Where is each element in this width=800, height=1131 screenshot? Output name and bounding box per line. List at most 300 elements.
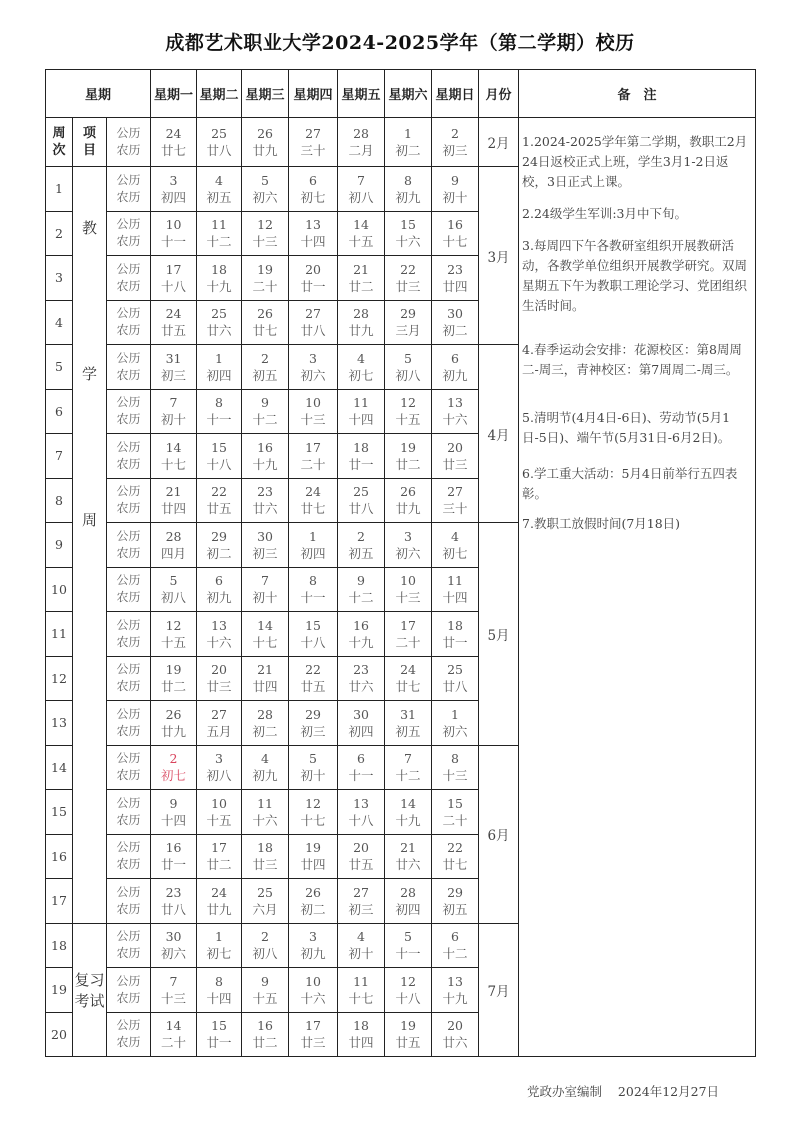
day-cell bbox=[385, 879, 432, 924]
day-cell bbox=[289, 256, 338, 301]
day-cell bbox=[385, 345, 432, 390]
solar-date: 28 bbox=[165, 528, 182, 544]
note-item: 5.清明节(4月4日-6日)、劳动节(5月1日-5日)、端午节(5月31日-6月2日)。 bbox=[522, 410, 731, 445]
day-cell bbox=[289, 300, 338, 345]
lunar-date: 廿八 bbox=[442, 679, 468, 695]
lunar-date: 廿七 bbox=[252, 323, 278, 339]
solar-date: 20 bbox=[447, 439, 463, 455]
lunar-date: 初十 bbox=[252, 590, 278, 606]
day-cell bbox=[197, 1012, 242, 1057]
week-number: 5 bbox=[46, 345, 73, 390]
solar-date: 5 bbox=[404, 350, 412, 366]
day-cell bbox=[289, 923, 338, 968]
solar-date: 9 bbox=[451, 172, 459, 188]
lunar-date: 十九 bbox=[348, 634, 374, 650]
lunar-date: 十三 bbox=[252, 234, 278, 250]
solar-date: 20 bbox=[447, 1018, 463, 1034]
solar-date: 23 bbox=[353, 662, 369, 678]
lunar-date: 廿二 bbox=[348, 278, 374, 294]
solar-date: 8 bbox=[309, 573, 317, 589]
lunar-date: 初八 bbox=[348, 189, 374, 205]
solar-date: 1 bbox=[309, 528, 317, 544]
week-number: 17 bbox=[46, 879, 73, 924]
day-cell bbox=[338, 701, 385, 746]
solar-label: 公历 bbox=[116, 662, 141, 677]
day-cell bbox=[432, 167, 479, 212]
lunar-date: 廿三 bbox=[395, 278, 421, 294]
week-number: 6 bbox=[46, 389, 73, 434]
day-cell bbox=[338, 389, 385, 434]
day-cell bbox=[338, 968, 385, 1013]
day-cell bbox=[242, 1012, 289, 1057]
day-cell bbox=[385, 701, 432, 746]
lunar-date: 十一 bbox=[348, 768, 374, 784]
day-cell bbox=[242, 256, 289, 301]
lunar-date: 廿六 bbox=[206, 323, 232, 339]
lunar-date: 初七 bbox=[161, 768, 187, 784]
table-row bbox=[46, 118, 756, 167]
solar-date: 28 bbox=[353, 306, 369, 322]
lunar-date: 初六 bbox=[161, 946, 187, 962]
day-cell bbox=[432, 300, 479, 345]
solar-date: 13 bbox=[447, 395, 463, 411]
day-cell bbox=[151, 790, 197, 835]
lunar-label: 农历 bbox=[116, 812, 141, 827]
day-cell bbox=[197, 478, 242, 523]
solar-date: 8 bbox=[215, 395, 223, 411]
day-cell bbox=[432, 478, 479, 523]
day-cell bbox=[385, 834, 432, 879]
calendar-type-label bbox=[107, 790, 151, 835]
month-cell: 3月 bbox=[479, 167, 519, 345]
day-cell bbox=[242, 167, 289, 212]
day-cell bbox=[242, 656, 289, 701]
lunar-date: 十三 bbox=[161, 990, 187, 1006]
solar-date: 19 bbox=[257, 261, 273, 277]
lunar-date: 初四 bbox=[206, 367, 232, 383]
week-number: 19 bbox=[46, 968, 73, 1013]
week-number: 16 bbox=[46, 834, 73, 879]
solar-date: 31 bbox=[165, 350, 182, 366]
lunar-date: 初三 bbox=[300, 723, 326, 739]
day-cell bbox=[151, 745, 197, 790]
lunar-date: 廿八 bbox=[206, 143, 232, 158]
day-cell bbox=[289, 879, 338, 924]
lunar-label: 农历 bbox=[116, 990, 141, 1005]
lunar-date: 初九 bbox=[206, 590, 232, 606]
day-cell bbox=[242, 389, 289, 434]
day-cell bbox=[385, 389, 432, 434]
lunar-label: 农历 bbox=[116, 1035, 141, 1050]
solar-date: 28 bbox=[353, 126, 369, 141]
day-cell bbox=[432, 701, 479, 746]
day-cell bbox=[289, 389, 338, 434]
day-cell bbox=[338, 211, 385, 256]
solar-date: 14 bbox=[353, 217, 369, 233]
solar-date: 13 bbox=[211, 617, 227, 633]
solar-date: 3 bbox=[309, 350, 317, 366]
solar-label: 公历 bbox=[116, 1018, 141, 1033]
solar-date: 2 bbox=[261, 929, 269, 945]
solar-date: 12 bbox=[305, 795, 321, 811]
day-cell bbox=[151, 256, 197, 301]
lunar-date: 十一 bbox=[206, 412, 232, 428]
solar-date: 19 bbox=[165, 662, 182, 678]
item-char: 学 bbox=[81, 365, 97, 383]
solar-date: 14 bbox=[400, 795, 416, 811]
day-cell bbox=[289, 523, 338, 568]
solar-date: 2 bbox=[357, 528, 365, 544]
lunar-date: 三十 bbox=[300, 143, 326, 158]
solar-date: 13 bbox=[353, 795, 369, 811]
lunar-date: 十三 bbox=[300, 412, 326, 428]
solar-date: 15 bbox=[400, 217, 416, 233]
solar-date: 30 bbox=[257, 528, 273, 544]
solar-date: 5 bbox=[169, 573, 178, 589]
solar-date: 17 bbox=[305, 1018, 321, 1034]
item-cell bbox=[73, 923, 107, 1057]
solar-date: 26 bbox=[400, 484, 416, 500]
solar-date: 15 bbox=[211, 1018, 227, 1034]
day-cell bbox=[432, 118, 479, 167]
lunar-date: 十九 bbox=[206, 278, 232, 294]
lunar-date: 二十 bbox=[442, 812, 468, 828]
day-cell bbox=[151, 523, 197, 568]
day-cell bbox=[289, 1012, 338, 1057]
day-cell bbox=[385, 656, 432, 701]
day-cell bbox=[151, 612, 197, 657]
solar-date: 16 bbox=[257, 1018, 273, 1034]
solar-date: 18 bbox=[211, 261, 227, 277]
day-cell bbox=[338, 256, 385, 301]
solar-date: 1 bbox=[215, 929, 223, 945]
solar-date: 4 bbox=[357, 350, 365, 366]
calendar-type-label bbox=[107, 701, 151, 746]
solar-date: 3 bbox=[169, 172, 178, 188]
day-cell bbox=[197, 523, 242, 568]
solar-date: 15 bbox=[447, 795, 463, 811]
solar-date: 17 bbox=[211, 840, 227, 856]
lunar-date: 初八 bbox=[206, 768, 232, 784]
lunar-label: 农历 bbox=[116, 456, 141, 471]
lunar-date: 十四 bbox=[161, 812, 187, 828]
lunar-date: 初三 bbox=[161, 367, 187, 383]
lunar-date: 廿九 bbox=[252, 143, 278, 158]
day-cell bbox=[338, 567, 385, 612]
solar-date: 4 bbox=[357, 929, 365, 945]
day-cell bbox=[151, 345, 197, 390]
day-cell bbox=[197, 879, 242, 924]
solar-date: 3 bbox=[404, 528, 412, 544]
lunar-date: 廿五 bbox=[206, 501, 232, 517]
solar-date: 23 bbox=[257, 484, 273, 500]
note-item: 1.2024-2025学年第二学期，教职工2月24日返校正式上班，学生3月1-2日返校，3日正式上课。 bbox=[522, 134, 748, 189]
day-cell bbox=[197, 567, 242, 612]
day-cell bbox=[197, 167, 242, 212]
solar-date: 30 bbox=[353, 706, 369, 722]
lunar-date: 初四 bbox=[300, 545, 326, 561]
lunar-date: 十一 bbox=[300, 590, 326, 606]
solar-date: 19 bbox=[305, 840, 321, 856]
lunar-date: 十六 bbox=[442, 412, 468, 428]
lunar-date: 廿二 bbox=[252, 1035, 278, 1051]
day-cell bbox=[197, 745, 242, 790]
lunar-date: 初五 bbox=[442, 901, 468, 917]
day-cell bbox=[197, 300, 242, 345]
day-cell bbox=[197, 211, 242, 256]
lunar-label: 农历 bbox=[116, 412, 141, 427]
lunar-label: 农历 bbox=[116, 278, 141, 293]
solar-date: 11 bbox=[353, 395, 369, 411]
lunar-date: 廿一 bbox=[442, 634, 468, 650]
item-char: 周 bbox=[81, 511, 97, 529]
solar-label: 公历 bbox=[116, 840, 141, 855]
day-cell bbox=[242, 968, 289, 1013]
day-cell bbox=[242, 478, 289, 523]
solar-date: 14 bbox=[257, 617, 273, 633]
lunar-label: 农历 bbox=[116, 545, 141, 560]
solar-date: 16 bbox=[165, 840, 182, 856]
lunar-date: 初七 bbox=[206, 946, 232, 962]
day-cell bbox=[432, 523, 479, 568]
day-cell bbox=[432, 256, 479, 301]
page-title: 成都艺术职业大学2024-2025学年（第二学期）校历 bbox=[165, 32, 635, 54]
notes-cell bbox=[519, 118, 756, 1057]
solar-date: 12 bbox=[400, 973, 416, 989]
lunar-date: 二十 bbox=[252, 278, 278, 294]
solar-label: 公历 bbox=[116, 306, 141, 321]
solar-date: 15 bbox=[305, 617, 321, 633]
day-cell bbox=[385, 167, 432, 212]
solar-date: 27 bbox=[305, 126, 321, 141]
item-char: 复习 bbox=[74, 970, 105, 989]
solar-label: 公历 bbox=[116, 706, 141, 721]
solar-date: 27 bbox=[353, 884, 369, 900]
calendar-type-label bbox=[107, 879, 151, 924]
solar-date: 12 bbox=[165, 617, 182, 633]
lunar-date: 廿三 bbox=[252, 857, 278, 873]
day-cell bbox=[151, 567, 197, 612]
lunar-date: 五月 bbox=[206, 723, 232, 739]
lunar-date: 十七 bbox=[348, 990, 374, 1006]
day-cell bbox=[432, 389, 479, 434]
lunar-date: 廿九 bbox=[348, 323, 374, 339]
lunar-label: 农历 bbox=[116, 189, 141, 204]
day-cell bbox=[432, 345, 479, 390]
month-cell: 6月 bbox=[479, 745, 519, 923]
solar-date: 28 bbox=[400, 884, 416, 900]
lunar-date: 初五 bbox=[252, 367, 278, 383]
lunar-date: 廿一 bbox=[161, 857, 187, 873]
day-cell bbox=[338, 523, 385, 568]
note-item: 2.24级学生军训:3月中下旬。 bbox=[522, 206, 688, 221]
solar-date: 10 bbox=[305, 973, 321, 989]
day-cell bbox=[289, 790, 338, 835]
solar-date: 7 bbox=[404, 751, 412, 767]
week-number: 12 bbox=[46, 656, 73, 701]
solar-label: 公历 bbox=[116, 217, 141, 232]
day-cell bbox=[151, 656, 197, 701]
lunar-date: 十五 bbox=[161, 634, 187, 650]
month-cell: 4月 bbox=[479, 345, 519, 523]
lunar-date: 初八 bbox=[161, 590, 187, 606]
solar-label: 公历 bbox=[116, 795, 141, 810]
lunar-date: 十二 bbox=[442, 946, 468, 962]
solar-date: 8 bbox=[404, 172, 412, 188]
week-number: 14 bbox=[46, 745, 73, 790]
day-cell bbox=[338, 478, 385, 523]
lunar-date: 初十 bbox=[300, 768, 326, 784]
day-header: 星期三 bbox=[242, 70, 289, 118]
day-cell bbox=[151, 834, 197, 879]
solar-date: 26 bbox=[165, 706, 182, 722]
lunar-date: 廿八 bbox=[348, 501, 374, 517]
day-header: 星期日 bbox=[432, 70, 479, 118]
solar-date: 29 bbox=[211, 528, 227, 544]
solar-date: 7 bbox=[261, 573, 269, 589]
week-number: 2 bbox=[46, 211, 73, 256]
solar-label: 公历 bbox=[116, 929, 141, 944]
solar-label: 公历 bbox=[116, 439, 141, 454]
lunar-date: 十八 bbox=[206, 456, 232, 472]
solar-date: 24 bbox=[211, 884, 227, 900]
lunar-date: 十二 bbox=[206, 234, 232, 250]
lunar-date: 十八 bbox=[161, 278, 187, 294]
lunar-date: 初八 bbox=[395, 367, 421, 383]
lunar-date: 二十 bbox=[300, 456, 326, 472]
lunar-date: 廿五 bbox=[161, 323, 187, 339]
day-cell bbox=[385, 523, 432, 568]
lunar-date: 初六 bbox=[395, 545, 421, 561]
solar-label: 公历 bbox=[116, 484, 141, 499]
lunar-label: 农历 bbox=[116, 367, 141, 382]
solar-label: 公历 bbox=[116, 395, 141, 410]
lunar-date: 初五 bbox=[206, 189, 232, 205]
day-cell bbox=[385, 790, 432, 835]
solar-date: 29 bbox=[400, 306, 416, 322]
day-cell bbox=[385, 434, 432, 479]
lunar-date: 廿五 bbox=[395, 1035, 421, 1051]
day-cell bbox=[242, 434, 289, 479]
day-cell bbox=[338, 923, 385, 968]
day-cell bbox=[197, 656, 242, 701]
day-cell bbox=[385, 256, 432, 301]
lunar-date: 廿七 bbox=[442, 857, 468, 873]
lunar-label: 农历 bbox=[116, 857, 141, 872]
solar-date: 1 bbox=[451, 706, 459, 722]
solar-date: 2 bbox=[451, 126, 459, 141]
day-cell bbox=[289, 701, 338, 746]
solar-date: 13 bbox=[305, 217, 321, 233]
solar-date: 4 bbox=[261, 751, 269, 767]
lunar-date: 十九 bbox=[252, 456, 278, 472]
day-cell bbox=[197, 434, 242, 479]
lunar-date: 廿九 bbox=[206, 901, 232, 917]
day-cell bbox=[432, 745, 479, 790]
solar-date: 2 bbox=[261, 350, 269, 366]
day-cell bbox=[242, 118, 289, 167]
day-cell bbox=[432, 968, 479, 1013]
day-cell bbox=[432, 567, 479, 612]
solar-date: 18 bbox=[257, 840, 273, 856]
day-cell bbox=[242, 834, 289, 879]
lunar-date: 十七 bbox=[161, 456, 187, 472]
lunar-date: 廿三 bbox=[206, 679, 232, 695]
lunar-date: 十六 bbox=[206, 634, 232, 650]
day-cell bbox=[385, 300, 432, 345]
solar-date: 3 bbox=[309, 929, 317, 945]
solar-date: 2 bbox=[169, 751, 178, 767]
solar-date: 6 bbox=[357, 751, 365, 767]
month-header: 月份 bbox=[479, 70, 519, 118]
solar-date: 24 bbox=[165, 126, 182, 141]
solar-label: 公历 bbox=[116, 573, 141, 588]
item-label: 项目 bbox=[82, 126, 96, 158]
day-cell bbox=[289, 211, 338, 256]
lunar-date: 廿五 bbox=[348, 857, 374, 873]
month-cell: 2月 bbox=[479, 118, 519, 167]
solar-date: 29 bbox=[305, 706, 321, 722]
lunar-date: 二十 bbox=[161, 1035, 187, 1051]
lunar-date: 初二 bbox=[300, 901, 326, 917]
solar-date: 11 bbox=[211, 217, 227, 233]
lunar-label: 农历 bbox=[116, 679, 141, 694]
day-header: 星期六 bbox=[385, 70, 432, 118]
lunar-label: 农历 bbox=[116, 234, 141, 249]
lunar-date: 廿九 bbox=[395, 501, 421, 517]
lunar-date: 初四 bbox=[395, 901, 421, 917]
lunar-date: 十三 bbox=[395, 590, 421, 606]
day-cell bbox=[197, 701, 242, 746]
solar-date: 11 bbox=[257, 795, 273, 811]
day-cell bbox=[151, 167, 197, 212]
note-item: 6.学工重大活动：5月4日前举行五四表彰。 bbox=[522, 466, 738, 501]
solar-date: 24 bbox=[165, 306, 182, 322]
lunar-date: 十六 bbox=[395, 234, 421, 250]
day-cell bbox=[151, 701, 197, 746]
week-number: 3 bbox=[46, 256, 73, 301]
solar-date: 25 bbox=[211, 126, 227, 141]
solar-date: 25 bbox=[257, 884, 273, 900]
solar-date: 21 bbox=[257, 662, 273, 678]
week-label: 周次 bbox=[52, 126, 66, 158]
lunar-date: 廿七 bbox=[161, 143, 187, 158]
day-cell bbox=[151, 1012, 197, 1057]
item-header bbox=[73, 118, 107, 167]
lunar-date: 十五 bbox=[206, 812, 232, 828]
solar-label: 公历 bbox=[116, 126, 141, 140]
solar-date: 5 bbox=[261, 172, 269, 188]
solar-date: 18 bbox=[353, 1018, 369, 1034]
calendar-type-label bbox=[107, 434, 151, 479]
solar-date: 21 bbox=[353, 261, 369, 277]
week-number: 20 bbox=[46, 1012, 73, 1057]
day-cell bbox=[338, 612, 385, 657]
lunar-date: 十九 bbox=[442, 990, 468, 1006]
solar-date: 26 bbox=[305, 884, 321, 900]
calendar-type-label bbox=[107, 389, 151, 434]
lunar-date: 十八 bbox=[395, 990, 421, 1006]
day-cell bbox=[432, 879, 479, 924]
solar-date: 21 bbox=[165, 484, 182, 500]
day-cell bbox=[242, 790, 289, 835]
lunar-date: 廿八 bbox=[300, 323, 326, 339]
day-cell bbox=[197, 118, 242, 167]
lunar-date: 廿四 bbox=[300, 857, 326, 873]
lunar-date: 二月 bbox=[348, 143, 374, 158]
solar-date: 19 bbox=[400, 439, 416, 455]
solar-date: 22 bbox=[447, 840, 463, 856]
